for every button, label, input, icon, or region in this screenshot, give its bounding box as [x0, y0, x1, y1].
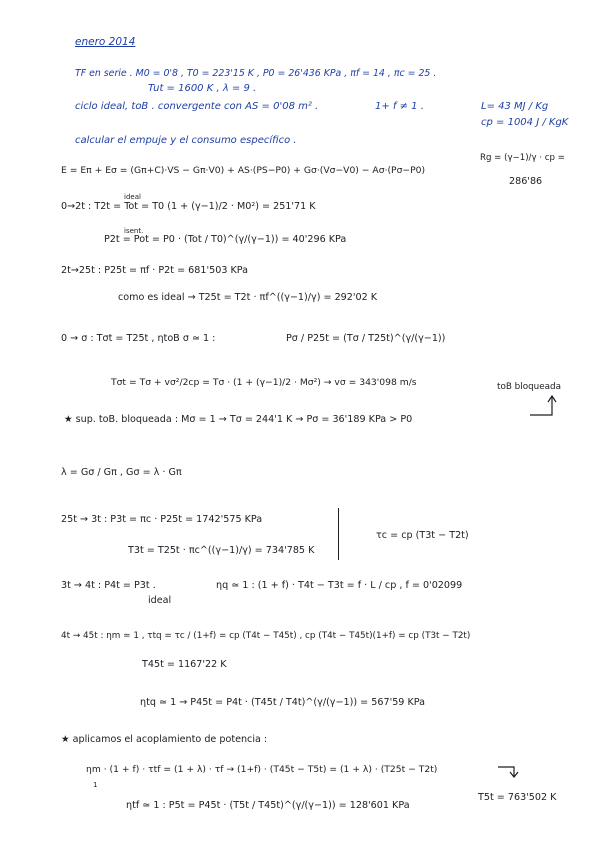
page-title: enero 2014: [75, 36, 136, 48]
step-2t-25t: 2t→25t : P25t = πf · P2t = 681'503 KPa: [61, 265, 249, 276]
step-0-sigma: 0 → σ : Tσt = T25t , ηtoB σ ≃ 1 :: [61, 333, 216, 344]
problem-data-line-1: TF en serie . M0 = 0'8 , T0 = 223'15 K , P0 = 26'436 KPa , πf = 14 , πc = 25 .: [75, 68, 437, 79]
rg-formula: Rg = (γ−1)/γ · cp =: [480, 153, 565, 163]
specific-heat: cp = 1004 J / KgK: [481, 117, 569, 128]
rg-value: 286'86: [509, 176, 543, 187]
problem-data-line-3: ciclo ideal, toB . convergente con AS = 0'08 m² .: [75, 101, 319, 112]
t25t-line: como es ideal → T25t = T2t · πf^((γ−1)/γ) = 292'02 K: [118, 292, 378, 303]
compressor-work: τc = cp (T3t − T2t): [376, 530, 469, 541]
sigma-pressure-ratio: Pσ / P25t = (Tσ / T25t)^(γ/(γ−1)): [286, 333, 446, 344]
p5t-line: ηtf ≃ 1 : P5t = P45t · (T5t / T45t)^(γ/(γ−1)) = 128'601 KPa: [126, 800, 410, 811]
heating-value: L= 43 MJ / Kg: [481, 101, 549, 112]
fuel-ratio-line: ηq ≃ 1 : (1 + f) · T4t − T3t = f · L / cp , f = 0'02099: [216, 580, 463, 591]
problem-statement: calcular el empuje y el consumo específico .: [75, 135, 297, 146]
p45t-line: ηtq ≃ 1 → P45t = P4t · (T45t / T4t)^(γ/(γ−1)) = 567'59 KPa: [140, 697, 425, 708]
right-arrow-icon: [496, 764, 520, 780]
p2t-line: P2t = Pot = P0 · (Tot / T0)^(γ/(γ−1)) = 40'296 KPa: [104, 234, 347, 245]
problem-data-condition: 1+ f ≠ 1 .: [375, 101, 424, 112]
t5t-value: T5t = 763'502 K: [478, 792, 557, 803]
thrust-equation: E = Eπ + Eσ = (Gπ+C)·VS − Gπ·V0) + AS·(PS−P0) + Gσ·(Vσ−V0) − Aσ·(Pσ−P0): [61, 165, 426, 176]
t45t-line: T45t = 1167'22 K: [142, 659, 227, 670]
step-25t-3t: 25t → 3t : P3t = πc · P25t = 1742'575 KPa: [61, 514, 263, 525]
power-balance-equation: ηm · (1 + f) · τtf = (1 + λ) · τf → (1+f) · (T45t − T5t) = (1 + λ) · (T25t − T2t): [86, 764, 438, 775]
supposition-line: ★ sup. toB. bloqueada : Mσ = 1 → Tσ = 244'1 K → Pσ = 36'189 KPa > P0: [64, 414, 413, 425]
eq-one-mark: 1: [93, 781, 98, 789]
step-3t-4t: 3t → 4t : P4t = P3t .: [61, 580, 156, 591]
vertical-divider: [338, 508, 339, 560]
up-arrow-icon: [528, 395, 558, 421]
ideal-note-2: ideal: [148, 595, 172, 606]
power-coupling-note: ★ aplicamos el acoplamiento de potencia :: [61, 734, 268, 745]
t3t-line: T3t = T25t · πc^((γ−1)/γ) = 734'785 K: [128, 545, 315, 556]
isent-note: isent.: [124, 227, 144, 235]
step-4t-45t: 4t → 45t : ηm ≃ 1 , τtq = τc / (1+f) = cp (T4t − T45t) , cp (T4t − T45t)(1+f) = cp (T3t − T2t): [61, 631, 471, 641]
ideal-note: ideal: [124, 193, 141, 201]
tob-bloqueada-note: toB bloqueada: [497, 382, 562, 392]
problem-data-line-2: Tut = 1600 K , λ = 9 .: [148, 83, 257, 94]
v-sigma-line: Tσt = Tσ + vσ²/2cp = Tσ · (1 + (γ−1)/2 · Mσ²) → vσ = 343'098 m/s: [111, 377, 417, 388]
bypass-ratio-line: λ = Gσ / Gπ , Gσ = λ · Gπ: [61, 467, 182, 478]
step-0-2t: 0→2t : T2t = Tot = T0 (1 + (γ−1)/2 · M0²) = 251'71 K: [61, 201, 316, 212]
